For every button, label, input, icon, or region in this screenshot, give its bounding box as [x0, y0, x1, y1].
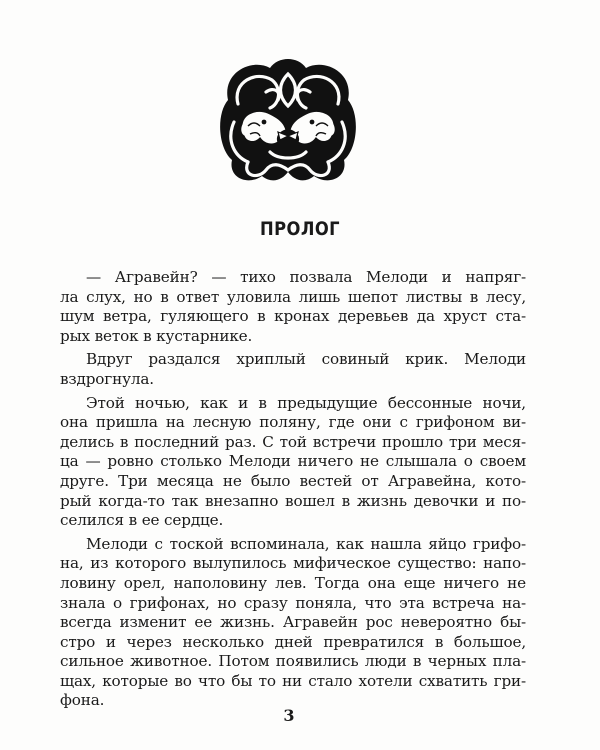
- text-line: рый когда-то так внезапно вошел в жизнь девочки и по-: [60, 491, 526, 510]
- paragraph-3: [60, 394, 590, 531]
- paragraph-4: [60, 535, 590, 711]
- text-line: друге. Три месяца не было вестей от Агравейна, кото-: [60, 471, 526, 490]
- text-line: стро и через несколько дней превратился в большое,: [60, 632, 526, 651]
- text-line: селился в ее сердце.: [60, 511, 224, 530]
- paragraph-2: [60, 350, 590, 389]
- text-line: ловину орел, наполовину лев. Тогда она еще ничего не: [60, 573, 526, 592]
- paragraph-1: [60, 268, 590, 346]
- text-line: на, из которого вылупилось мифическое существо: напо-: [60, 554, 526, 573]
- text-line: рых веток в кустарнике.: [60, 326, 253, 345]
- text-line: она пришла на лесную поляну, где они с грифоном ви-: [60, 413, 526, 432]
- chapter-title: ПРОЛОГ: [259, 218, 341, 240]
- page-number: 3: [283, 706, 295, 725]
- text-line: щах, которые во что бы то ни стало хотели схватить гри-: [60, 671, 526, 690]
- prologue-text: [60, 268, 590, 711]
- text-line: Этой ночью, как и в предыдущие бессонные ночи,: [86, 393, 526, 412]
- text-line: Мелоди с тоской вспоминала, как нашла яйцо грифо-: [86, 534, 526, 553]
- text-line: Вдруг раздался хриплый совиный крик. Мелоди: [86, 350, 526, 369]
- text-line: знала о грифонах, но сразу поняла, что эта встреча на-: [60, 593, 526, 612]
- text-line: всегда изменит ее жизнь. Агравейн рос невероятно бы-: [60, 613, 526, 632]
- text-line: — Агравейн? — тихо позвала Мелоди и напряг-: [86, 268, 526, 286]
- twin-griffin-knot-ornament-icon: [208, 52, 368, 188]
- text-line: ла слух, но в ответ уловила лишь шепот листвы в лесу,: [60, 287, 526, 306]
- text-line: шум ветра, гуляющего в кронах деревьев да хруст ста-: [60, 307, 526, 326]
- text-line: сильное животное. Потом появились люди в черных пла-: [60, 652, 526, 671]
- text-line: ца — ровно столько Мелоди ничего не слышала о своем: [60, 452, 526, 471]
- text-line: вздрогнула.: [60, 369, 154, 388]
- text-line: фона.: [60, 691, 105, 710]
- text-line: делись в последний раз. С той встречи прошло три меся-: [60, 432, 526, 451]
